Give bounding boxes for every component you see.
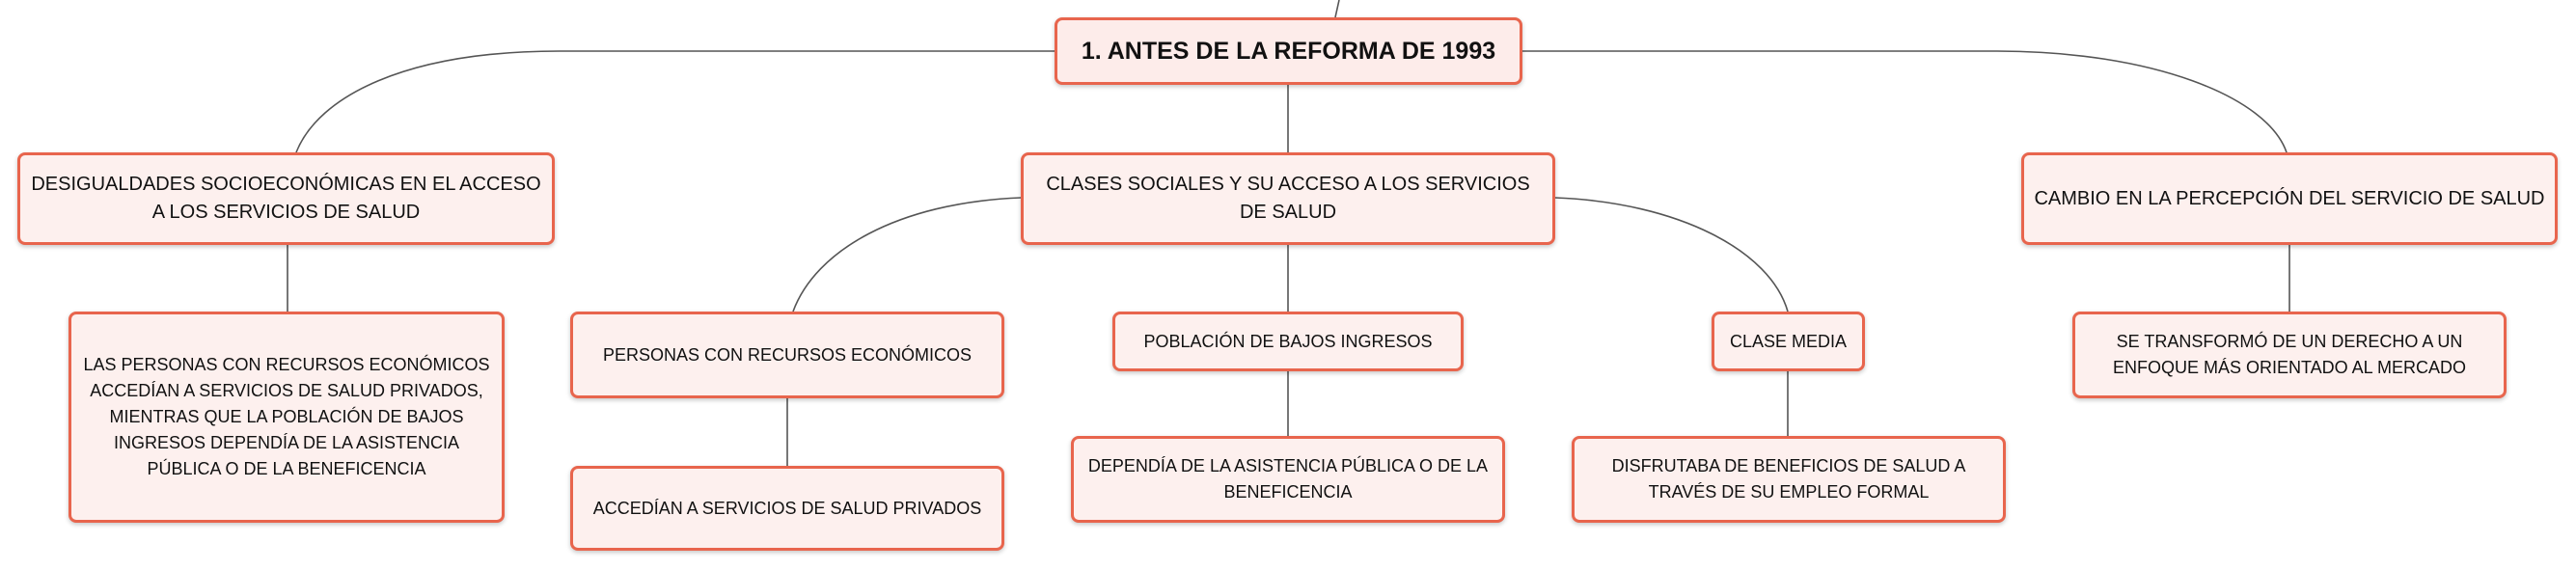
connector-root-to-branch-3 xyxy=(1522,51,2287,152)
leaf-dependia-asistencia[interactable]: DEPENDÍA DE LA ASISTENCIA PÚBLICA O DE LA BENEFICENCIA xyxy=(1071,436,1505,523)
subtopic-cambio-detalle[interactable]: SE TRANSFORMÓ DE UN DERECHO A UN ENFOQUE MÁS ORIENTADO AL MERCADO xyxy=(2072,312,2507,398)
leaf-accedian-privados[interactable]: ACCEDÍAN A SERVICIOS DE SALUD PRIVADOS xyxy=(570,466,1004,551)
central-topic[interactable]: 1. ANTES DE LA REFORMA DE 1993 xyxy=(1055,17,1522,85)
subtopic-personas-con-recursos[interactable]: PERSONAS CON RECURSOS ECONÓMICOS xyxy=(570,312,1004,398)
branch-desigualdades[interactable]: DESIGUALDADES SOCIOECONÓMICAS EN EL ACCESO A LOS SERVICIOS DE SALUD xyxy=(17,152,555,245)
connector-branch-2-to-child-1 xyxy=(793,198,1021,312)
subtopic-clase-media[interactable]: CLASE MEDIA xyxy=(1712,312,1865,371)
branch-cambio-percepcion[interactable]: CAMBIO EN LA PERCEPCIÓN DEL SERVICIO DE SALUD xyxy=(2021,152,2558,245)
connector-root-top xyxy=(1335,0,1339,17)
leaf-disfrutaba-beneficios[interactable]: DISFRUTABA DE BENEFICIOS DE SALUD A TRAVÉS DE SU EMPLEO FORMAL xyxy=(1572,436,2006,523)
subtopic-desigualdades-detalle[interactable]: LAS PERSONAS CON RECURSOS ECONÓMICOS ACCEDÍAN A SERVICIOS DE SALUD PRIVADOS, MIENTRAS QUE LA POBLACIÓN DE BAJOS INGRESOS DEPENDÍA DE LA ASISTENCIA PÚBLICA O DE LA BENEFICENCIA xyxy=(69,312,505,523)
connector-root-to-branch-1 xyxy=(296,51,1055,152)
connector-branch-2-to-child-3 xyxy=(1555,198,1788,312)
branch-clases-sociales[interactable]: CLASES SOCIALES Y SU ACCESO A LOS SERVICIOS DE SALUD xyxy=(1021,152,1555,245)
subtopic-poblacion-bajos-ingresos[interactable]: POBLACIÓN DE BAJOS INGRESOS xyxy=(1112,312,1464,371)
